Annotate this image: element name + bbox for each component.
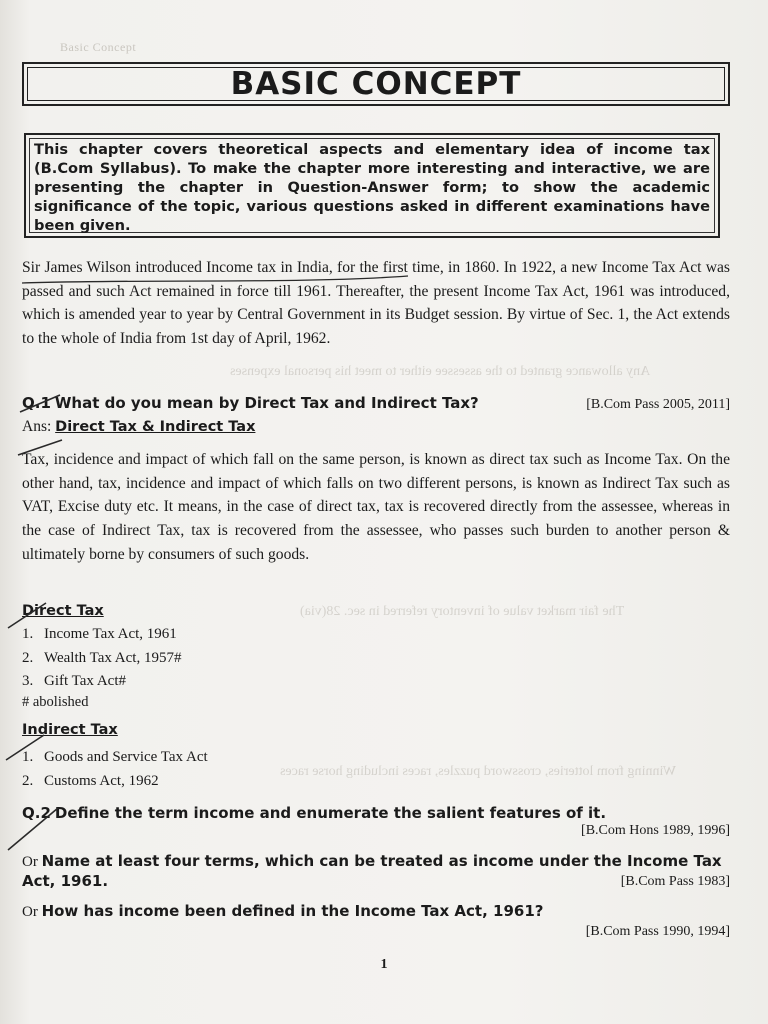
pen-tick-mark <box>8 808 58 850</box>
list-item: 2. Customs Act, 1962 <box>22 772 159 789</box>
question-1-label: Q.1 <box>22 394 51 412</box>
question-1-text: What do you mean by Direct Tax and Indirect Tax? <box>54 394 479 412</box>
question-1-reference: [B.Com Pass 2005, 2011] <box>586 397 730 412</box>
question-2-text: Define the term income and enumerate the salient features of it. <box>54 804 607 822</box>
list-item: 1. Goods and Service Tax Act <box>22 749 208 765</box>
answer-1-text: Tax, incidence and impact of which fall on the same person, is known as direct tax such as Income Tax. On the other hand, tax, incidence and impact of which falls on two different persons, is known as Indirect Tax such as VAT, Excise duty etc. It means, in the case of direct tax, tax is recovered directly from the assessee, whereas in the case of Indirect Tax, tax is recovered from the assessee, who passes such burden to another person & ultimately borne by consumers of such goods. <box>22 451 730 563</box>
abolished-note: # abolished <box>22 694 89 710</box>
direct-tax-heading: Direct Tax <box>22 603 104 619</box>
question-2-label: Q.2 <box>22 804 51 822</box>
bleed-through-text: The fair market value of inventory referred in sec. 28(via) <box>300 604 625 619</box>
pen-tick-mark <box>20 395 60 412</box>
alternate-question-2-reference: [B.Com Pass 1990, 1994] <box>585 924 730 939</box>
pen-tick-mark <box>8 603 46 628</box>
history-paragraph: Sir James Wilson introduced Income tax in India, for the first time, in 1860. In 1922, a new Income Tax Act was passed and such Act remained in force till 1961. Thereafter, the present Income Tax Act, 1961 was introduced, which is amended year to year by Central Government in its Budget session. By virtue of Sec. 1, the Act extends to the whole of India from 1st day of April, 1962. <box>22 259 730 348</box>
pen-tick-mark <box>6 735 44 760</box>
pen-tick-mark <box>18 440 62 455</box>
list-item: 1. Income Tax Act, 1961 <box>22 626 177 642</box>
alternate-question-2-text: How has income been defined in the Income Tax Act, 1961? <box>41 902 544 920</box>
or-label: Or <box>22 904 38 920</box>
running-head: Basic Concept <box>60 40 137 54</box>
page-title: BASIC CONCEPT <box>230 66 522 102</box>
alternate-question-1-text: Name at least four terms, which can be treated as income under the Income Tax Act, 1961. <box>22 852 722 890</box>
or-label: Or <box>22 854 38 870</box>
intro-text: This chapter covers theoretical aspects and elementary idea of income tax (B.Com Syllabus). To make the chapter more interesting and interactive, we are presenting the chapter in Question-Answer form; to show the academic significance of the topic, various questions asked in different examinations have been given. <box>34 141 710 234</box>
bleed-through-text: Any allowance granted to the assessee either to meet his personal expenses <box>230 364 651 379</box>
indirect-tax-heading: Indirect Tax <box>22 722 118 738</box>
list-item: 2. Wealth Tax Act, 1957# <box>22 649 182 666</box>
alternate-question-1-reference: [B.Com Pass 1983] <box>620 874 730 889</box>
answer-label: Ans: <box>22 418 52 435</box>
page-number: 1 <box>380 957 388 972</box>
bleed-through-text: Winning from lotteries, crossword puzzles, races including horse races <box>280 764 676 779</box>
question-2-reference: [B.Com Hons 1989, 1996] <box>581 823 730 838</box>
list-item: 3. Gift Tax Act# <box>22 673 126 689</box>
answer-1-title: Direct Tax & Indirect Tax <box>55 419 256 435</box>
pen-underline <box>22 276 408 283</box>
